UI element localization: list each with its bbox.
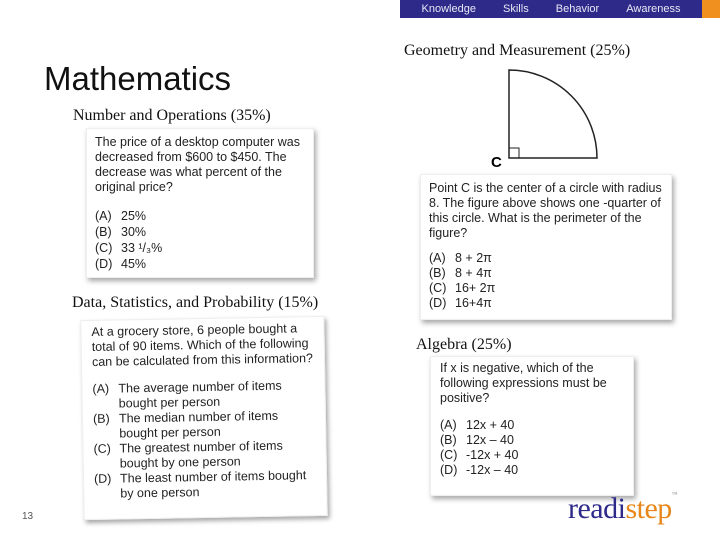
accent-block [702, 0, 720, 18]
option-letter: (A) [92, 381, 110, 396]
nav-knowledge[interactable]: Knowledge [421, 3, 476, 15]
option-text: 16+ 2π [455, 281, 496, 295]
nav-behavior[interactable]: Behavior [555, 3, 600, 15]
option-text: The average number of items bought per person [118, 378, 282, 411]
option-letter: (A) [440, 418, 457, 432]
geometry-card [420, 174, 672, 320]
option-letter: (C) [95, 241, 113, 255]
page-title: Mathematics [44, 60, 232, 97]
option [440, 433, 624, 448]
geometry-heading: Geometry and Measurement (25%) [404, 42, 631, 59]
option-text: The greatest number of items bought by one person [119, 438, 283, 471]
data-card [80, 316, 327, 520]
option [95, 208, 305, 224]
option-text: 12x – 40 [466, 433, 514, 447]
algebra-card [430, 356, 634, 496]
option-letter: (D) [93, 471, 112, 486]
nav-skills[interactable]: Skills [503, 3, 529, 15]
number-options [95, 208, 305, 272]
option-letter: (B) [429, 266, 446, 280]
option-letter: (D) [95, 257, 113, 271]
data-heading: Data, Statistics, and Probability (15%) [72, 294, 319, 311]
option [440, 418, 624, 433]
top-nav [400, 0, 702, 18]
number-question: The price of a desktop computer was decreased from $600 to $450. The decrease was what percent of the original price? [95, 135, 300, 194]
number-card [86, 128, 314, 278]
option [92, 378, 314, 412]
option [95, 224, 305, 240]
readistep-logo: readistep™ [568, 492, 678, 525]
option-text: -12x – 40 [466, 463, 519, 477]
option [93, 438, 315, 472]
algebra-question: If x is negative, which of the following expressions must be positive? [440, 361, 607, 405]
option [429, 281, 663, 296]
option [93, 408, 315, 442]
option-text: 8 + 4π [455, 266, 492, 280]
option-text: 30% [121, 225, 147, 239]
option-text: The least number of items bought by one person [119, 468, 307, 501]
data-options [92, 378, 316, 502]
option [440, 463, 624, 478]
option [429, 296, 663, 311]
option-letter: (C) [440, 448, 458, 462]
number-heading: Number and Operations (35%) [73, 107, 271, 124]
quarter-circle-figure [505, 68, 605, 160]
option-text: 45% [121, 257, 147, 271]
option-letter: (A) [95, 209, 112, 223]
option [429, 266, 663, 281]
option-text: 33 ¹/₃% [121, 241, 163, 255]
option-letter: (B) [95, 225, 112, 239]
nav-awareness[interactable]: Awareness [626, 3, 681, 15]
option [440, 448, 624, 463]
option-text: 16+4π [455, 296, 492, 310]
option-letter: (A) [429, 251, 446, 265]
option-text: 12x + 40 [466, 418, 515, 432]
option-letter: (B) [440, 433, 457, 447]
geometry-options [429, 251, 663, 311]
algebra-options [440, 418, 624, 478]
option-letter: (C) [93, 441, 112, 456]
option [429, 251, 663, 266]
algebra-heading: Algebra (25%) [416, 336, 512, 353]
option-letter: (B) [92, 411, 110, 426]
option-letter: (C) [429, 281, 447, 295]
option-text: 8 + 2π [455, 251, 492, 265]
center-label: C [491, 154, 502, 171]
option [94, 468, 316, 502]
option-text: -12x + 40 [466, 448, 519, 462]
option [95, 256, 305, 272]
page-number: 13 [22, 511, 34, 522]
option-letter: (D) [440, 463, 458, 477]
option-letter: (D) [429, 296, 447, 310]
geometry-question: Point C is the center of a circle with radius 8. The figure above shows one -quarter of this circle. What is the perimeter of the figure? [429, 181, 662, 240]
option-text: The median number of items bought per person [118, 408, 279, 441]
data-question: At a grocery store, 6 people bought a total of 90 items. Which of the following can be calculated from this information? [91, 321, 314, 369]
option-text: 25% [121, 209, 147, 223]
option [95, 240, 305, 256]
